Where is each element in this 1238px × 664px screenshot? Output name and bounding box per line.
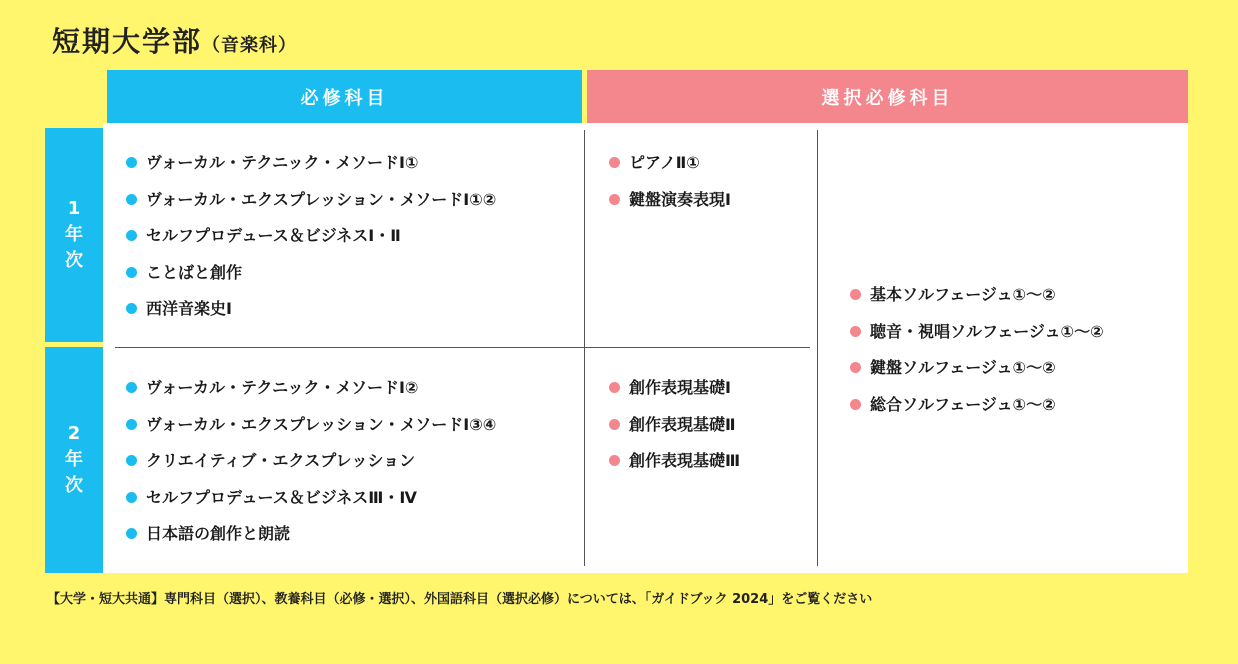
divider-required-elective <box>584 130 585 566</box>
year-2-label <box>45 347 103 573</box>
subject-label: ヴォーカル・テクニック・メソードⅠ② <box>146 378 419 397</box>
subject-label: 創作表現基礎Ⅲ <box>629 451 741 470</box>
title-main: 短期大学部 <box>52 25 203 58</box>
year-1-label <box>45 128 103 342</box>
list-item <box>126 486 496 523</box>
year-1-char-nen: 年 <box>65 224 83 245</box>
bullet-icon <box>126 157 137 168</box>
subject-label: 西洋音楽史Ⅰ <box>146 299 232 318</box>
subject-label: 鍵盤ソルフェージュ①～② <box>870 358 1056 377</box>
list-item <box>609 413 740 450</box>
list-item <box>850 393 1104 430</box>
list-item <box>609 188 731 225</box>
page-title <box>52 20 297 60</box>
subject-label: 基本ソルフェージュ①～② <box>870 285 1056 304</box>
bullet-icon <box>609 157 620 168</box>
year-2-required-list <box>126 376 496 559</box>
bullet-icon <box>850 362 861 373</box>
list-item <box>126 522 496 559</box>
subject-label: 鍵盤演奏表現Ⅰ <box>629 189 731 209</box>
divider-elective-common <box>817 130 818 566</box>
bullet-icon <box>126 455 137 466</box>
required-subjects-header: 必修科目 <box>107 70 582 123</box>
subject-label: セルフプロデュース＆ビジネスⅢ・Ⅳ <box>146 487 417 507</box>
bullet-icon <box>850 399 861 410</box>
list-item <box>126 449 496 486</box>
year-1-elective-list <box>609 151 731 224</box>
bullet-icon <box>126 303 137 314</box>
year-1-required-list <box>126 151 496 334</box>
divider-year1-year2 <box>115 347 810 348</box>
title-subtitle: （音楽科） <box>202 35 298 56</box>
list-item <box>126 188 496 225</box>
bullet-icon <box>609 419 620 430</box>
subject-label: ヴォーカル・テクニック・メソードⅠ① <box>146 153 419 172</box>
subject-label: 創作表現基礎Ⅰ <box>629 378 731 397</box>
bullet-icon <box>126 382 137 393</box>
year-2-number: 2 <box>67 423 81 444</box>
list-item <box>126 297 496 334</box>
list-item <box>126 413 496 450</box>
list-item <box>609 449 740 486</box>
list-item <box>850 356 1104 393</box>
year-2-elective-list <box>609 376 740 486</box>
subject-label: ヴォーカル・エクスプレッション・メソードⅠ①② <box>146 189 497 209</box>
subject-label: ヴォーカル・エクスプレッション・メソードⅠ③④ <box>146 414 497 434</box>
list-item <box>609 151 731 188</box>
subject-label: 日本語の創作と朗読 <box>146 524 291 543</box>
year-2-char-ji: 次 <box>65 475 83 496</box>
subject-label: 総合ソルフェージュ①～② <box>870 394 1056 414</box>
list-item <box>850 320 1104 357</box>
year-1-char-ji: 次 <box>65 250 83 271</box>
subject-label: セルフプロデュース＆ビジネスⅠ・Ⅱ <box>146 226 401 245</box>
bullet-icon <box>609 194 620 205</box>
bullet-icon <box>126 267 137 278</box>
subject-label: ことばと創作 <box>146 262 243 282</box>
list-item <box>126 224 496 261</box>
subject-label: クリエイティブ・エクスプレッション <box>146 451 416 470</box>
common-elective-list <box>850 283 1104 429</box>
bullet-icon <box>609 455 620 466</box>
list-item <box>850 283 1104 320</box>
bullet-icon <box>609 382 620 393</box>
year-1-number: 1 <box>67 198 81 219</box>
bullet-icon <box>126 492 137 503</box>
subject-label: 聴音・視唱ソルフェージュ①～② <box>870 321 1104 341</box>
subject-label: ピアノⅡ① <box>629 153 700 172</box>
list-item <box>126 376 496 413</box>
bullet-icon <box>850 326 861 337</box>
bullet-icon <box>126 194 137 205</box>
footer-note: 【大学・短大共通】専門科目（選択）、教養科目（必修・選択）、外国語科目（選択必修）については、「ガイドブック 2024」をご覧ください <box>47 592 873 607</box>
bullet-icon <box>126 230 137 241</box>
elective-required-subjects-header: 選択必修科目 <box>587 70 1188 123</box>
list-item <box>609 376 740 413</box>
subject-label: 創作表現基礎Ⅱ <box>629 414 736 434</box>
list-item <box>126 151 496 188</box>
list-item <box>126 261 496 298</box>
bullet-icon <box>126 528 137 539</box>
bullet-icon <box>126 419 137 430</box>
bullet-icon <box>850 289 861 300</box>
year-2-char-nen: 年 <box>65 449 83 470</box>
